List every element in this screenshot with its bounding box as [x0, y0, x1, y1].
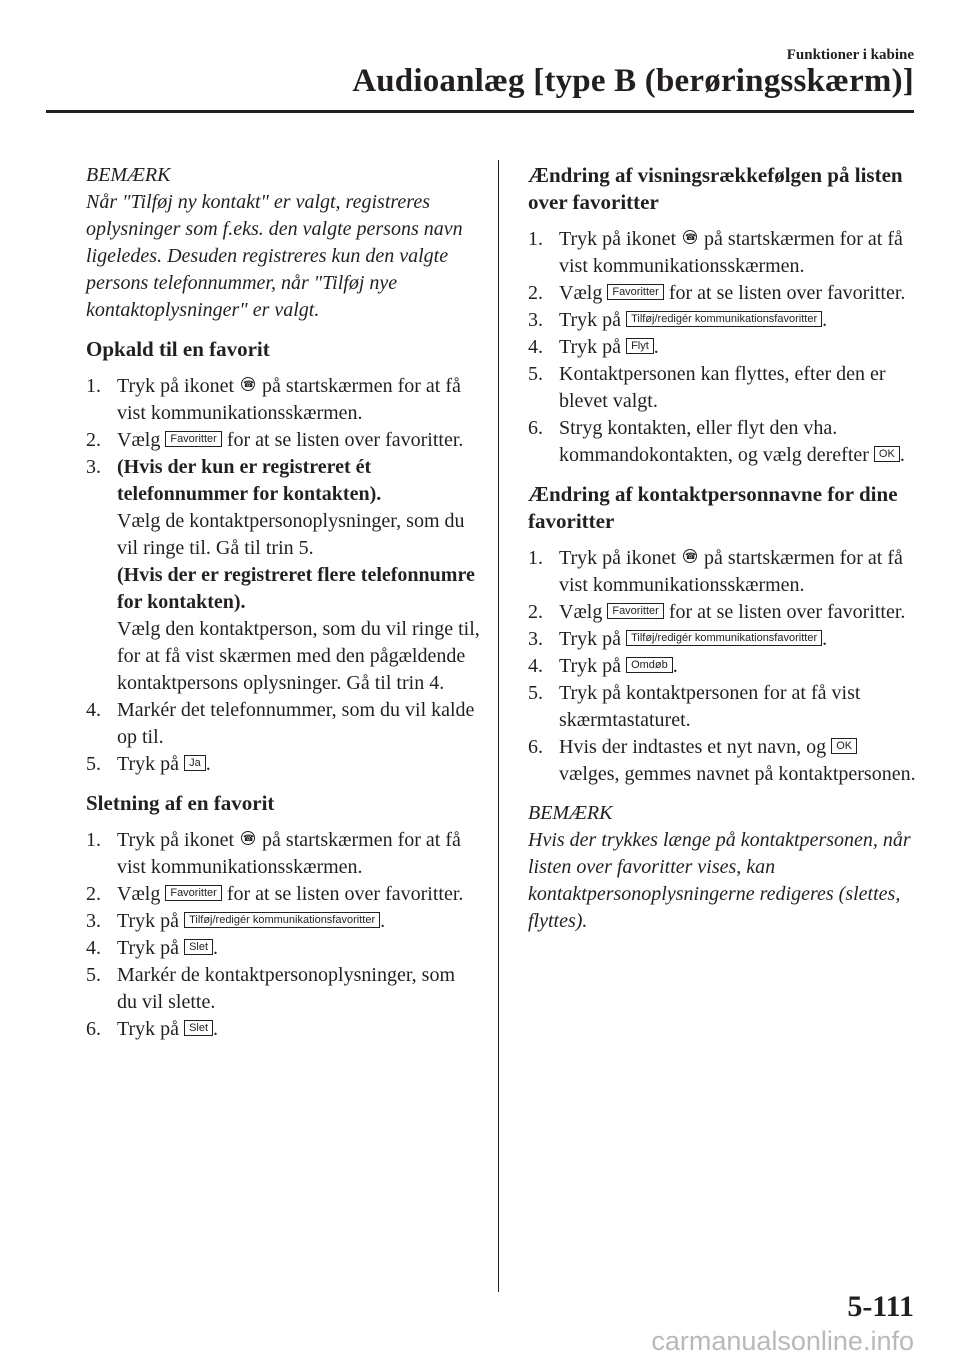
- step-text: Vælg: [559, 601, 603, 623]
- step-item: [528, 653, 918, 680]
- edit-favorites-button: Tilføj/redigér kommunikationsfavoritter: [626, 630, 822, 646]
- step-number: 2.: [528, 601, 543, 623]
- step-text: på startskærmen for at få vist kommunikationsskærmen.: [559, 228, 903, 277]
- phone-icon: [683, 230, 697, 244]
- step-item: [528, 734, 918, 788]
- step-text: Tryk på ikonet: [559, 228, 677, 250]
- step-text: Kontaktpersonen kan flyttes, efter den er blevet valgt.: [559, 363, 886, 412]
- step-number: 1.: [528, 228, 543, 250]
- ok-button: OK: [874, 446, 900, 462]
- step-text: .: [672, 655, 678, 677]
- step-text: Tryk på: [559, 655, 622, 677]
- step-text: .: [653, 336, 659, 358]
- step-number: 3.: [86, 910, 101, 932]
- step-number: 6.: [528, 417, 543, 439]
- step-text: Tryk på: [117, 937, 180, 959]
- favoritter-button: Favoritter: [165, 431, 221, 447]
- step-text: for at se listen over favoritter.: [668, 282, 906, 304]
- step-item: [86, 935, 480, 962]
- step-number: 1.: [86, 829, 101, 851]
- step-item: [528, 334, 918, 361]
- step-number: 2.: [86, 429, 101, 451]
- step-text: .: [822, 628, 828, 650]
- step-text: .: [205, 753, 211, 775]
- step-condition: (Hvis der er registreret flere telefonnumre for kontakten).: [117, 564, 475, 613]
- step-number: 2.: [528, 282, 543, 304]
- step-text: Markér de kontaktpersonoplysninger, som du vil slette.: [117, 964, 456, 1013]
- step-number: 4.: [528, 336, 543, 358]
- step-number: 6.: [528, 736, 543, 758]
- step-number: 2.: [86, 883, 101, 905]
- step-number: 5.: [528, 682, 543, 704]
- slet-button: Slet: [184, 939, 213, 955]
- step-item: [86, 427, 480, 454]
- steps-delete-favorite: [86, 827, 480, 1043]
- step-number: 5.: [86, 964, 101, 986]
- step-text: på startskærmen for at få vist kommunikationsskærmen.: [559, 547, 903, 596]
- steps-rename-contact: [528, 545, 918, 788]
- step-number: 1.: [86, 375, 101, 397]
- step-item: [528, 226, 918, 280]
- header-rule: [46, 110, 914, 113]
- step-text: for at se listen over favoritter.: [226, 429, 464, 451]
- step-number: 3.: [528, 628, 543, 650]
- step-text: Tryk på: [117, 753, 180, 775]
- section-heading-change-order: Ændring af visningsrækkefølgen på listen over favoritter: [528, 163, 903, 214]
- step-text: Tryk på ikonet: [117, 375, 235, 397]
- step-text: Tryk på: [117, 910, 180, 932]
- omdob-button: Omdøb: [626, 657, 673, 673]
- section-heading-call-favorite: Opkald til en favorit: [86, 337, 270, 361]
- step-text: Vælg: [117, 429, 161, 451]
- note-block-left: [86, 162, 480, 324]
- step-number: 6.: [86, 1018, 101, 1040]
- step-item: [528, 680, 918, 734]
- step-text: Vælg de kontaktpersonoplysninger, som du vil ringe til. Gå til trin 5.: [117, 510, 465, 559]
- steps-call-favorite: [86, 373, 480, 778]
- step-number: 4.: [528, 655, 543, 677]
- note-block-right: [528, 800, 918, 935]
- step-item: [86, 962, 480, 1016]
- section-heading-delete-favorite: Sletning af en favorit: [86, 791, 275, 815]
- header-title: Audioanlæg [type B (berøringsskærm)]: [352, 63, 914, 99]
- step-item: [86, 827, 480, 881]
- step-text: på startskærmen for at få vist kommunikationsskærmen.: [117, 829, 461, 878]
- edit-favorites-button: Tilføj/redigér kommunikationsfavoritter: [626, 311, 822, 327]
- favoritter-button: Favoritter: [165, 885, 221, 901]
- step-item: [86, 1016, 480, 1043]
- step-text: .: [213, 1018, 219, 1040]
- phone-icon: [241, 377, 255, 391]
- step-item: [528, 599, 918, 626]
- step-text: på startskærmen for at få vist kommunikationsskærmen.: [117, 375, 461, 424]
- step-item: [528, 626, 918, 653]
- header-section: Funktioner i kabine: [786, 47, 914, 63]
- right-column: [528, 162, 918, 947]
- step-item: [528, 307, 918, 334]
- note-body: Hvis der trykkes længe på kontaktpersonen, når listen over favoritter vises, kan kontaktpersonoplysningerne redigeres (slettes, flyttes).: [528, 829, 911, 932]
- ok-button: OK: [831, 738, 857, 754]
- slet-button: Slet: [184, 1020, 213, 1036]
- step-text: Tryk på ikonet: [559, 547, 677, 569]
- step-text: .: [822, 309, 828, 331]
- step-text: Vælg: [559, 282, 603, 304]
- note-title: BEMÆRK: [86, 164, 171, 186]
- step-item: [86, 751, 480, 778]
- step-item: [86, 697, 480, 751]
- step-text: Tryk på kontaktpersonen for at få vist skærmtastaturet.: [559, 682, 861, 731]
- phone-icon: [241, 831, 255, 845]
- note-body: Når "Tilføj ny kontakt" er valgt, registreres oplysninger som f.eks. den valgte persons navn ligeledes. Desuden registreres kun den valgte persons telefonnummer, når "Tilføj nye kontaktoplysninger" er valgt.: [86, 191, 463, 321]
- step-text: .: [899, 444, 905, 466]
- step-item: [528, 361, 918, 415]
- step-item: [86, 373, 480, 427]
- step-number: 1.: [528, 547, 543, 569]
- step-item: [86, 454, 480, 697]
- watermark: carmanualsonline.info: [651, 1326, 914, 1356]
- step-text: Tryk på: [559, 628, 622, 650]
- step-item: [528, 415, 918, 469]
- step-number: 3.: [528, 309, 543, 331]
- step-condition: (Hvis der kun er registreret ét telefonnummer for kontakten).: [117, 456, 382, 505]
- step-item: [528, 545, 918, 599]
- column-divider: [498, 160, 499, 1292]
- note-title: BEMÆRK: [528, 802, 613, 824]
- step-text: for at se listen over favoritter.: [668, 601, 906, 623]
- favoritter-button: Favoritter: [607, 284, 663, 300]
- step-text: Tryk på: [559, 309, 622, 331]
- step-text: Vælg: [117, 883, 161, 905]
- step-text: Tryk på: [117, 1018, 180, 1040]
- phone-icon: [683, 549, 697, 563]
- step-text: .: [213, 937, 219, 959]
- step-text: Markér det telefonnummer, som du vil kalde op til.: [117, 699, 475, 748]
- step-number: 4.: [86, 937, 101, 959]
- step-text: Stryg kontakten, eller flyt den vha. kommandokontakten, og vælg derefter: [559, 417, 869, 466]
- flyt-button: Flyt: [626, 338, 654, 354]
- step-text: .: [380, 910, 386, 932]
- step-item: [86, 881, 480, 908]
- step-number: 4.: [86, 699, 101, 721]
- step-text: vælges, gemmes navnet på kontaktpersonen.: [559, 763, 916, 785]
- step-item: [528, 280, 918, 307]
- favoritter-button: Favoritter: [607, 603, 663, 619]
- step-text: Vælg den kontaktperson, som du vil ringe til, for at få vist skærmen med den pågældende kontaktpersons oplysninger. Gå til trin 4.: [117, 618, 480, 694]
- step-text: Tryk på ikonet: [117, 829, 235, 851]
- section-heading-rename-contact: Ændring af kontaktpersonnavne for dine favoritter: [528, 482, 898, 533]
- step-number: 5.: [86, 753, 101, 775]
- page-number: 5-111: [847, 1290, 914, 1323]
- step-item: [86, 908, 480, 935]
- edit-favorites-button: Tilføj/redigér kommunikationsfavoritter: [184, 912, 380, 928]
- steps-change-order: [528, 226, 918, 469]
- step-text: Hvis der indtastes et nyt navn, og: [559, 736, 827, 758]
- left-column: [86, 162, 480, 1055]
- step-number: 3.: [86, 456, 101, 478]
- step-text: for at se listen over favoritter.: [226, 883, 464, 905]
- step-number: 5.: [528, 363, 543, 385]
- ja-button: Ja: [184, 755, 206, 771]
- step-text: Tryk på: [559, 336, 622, 358]
